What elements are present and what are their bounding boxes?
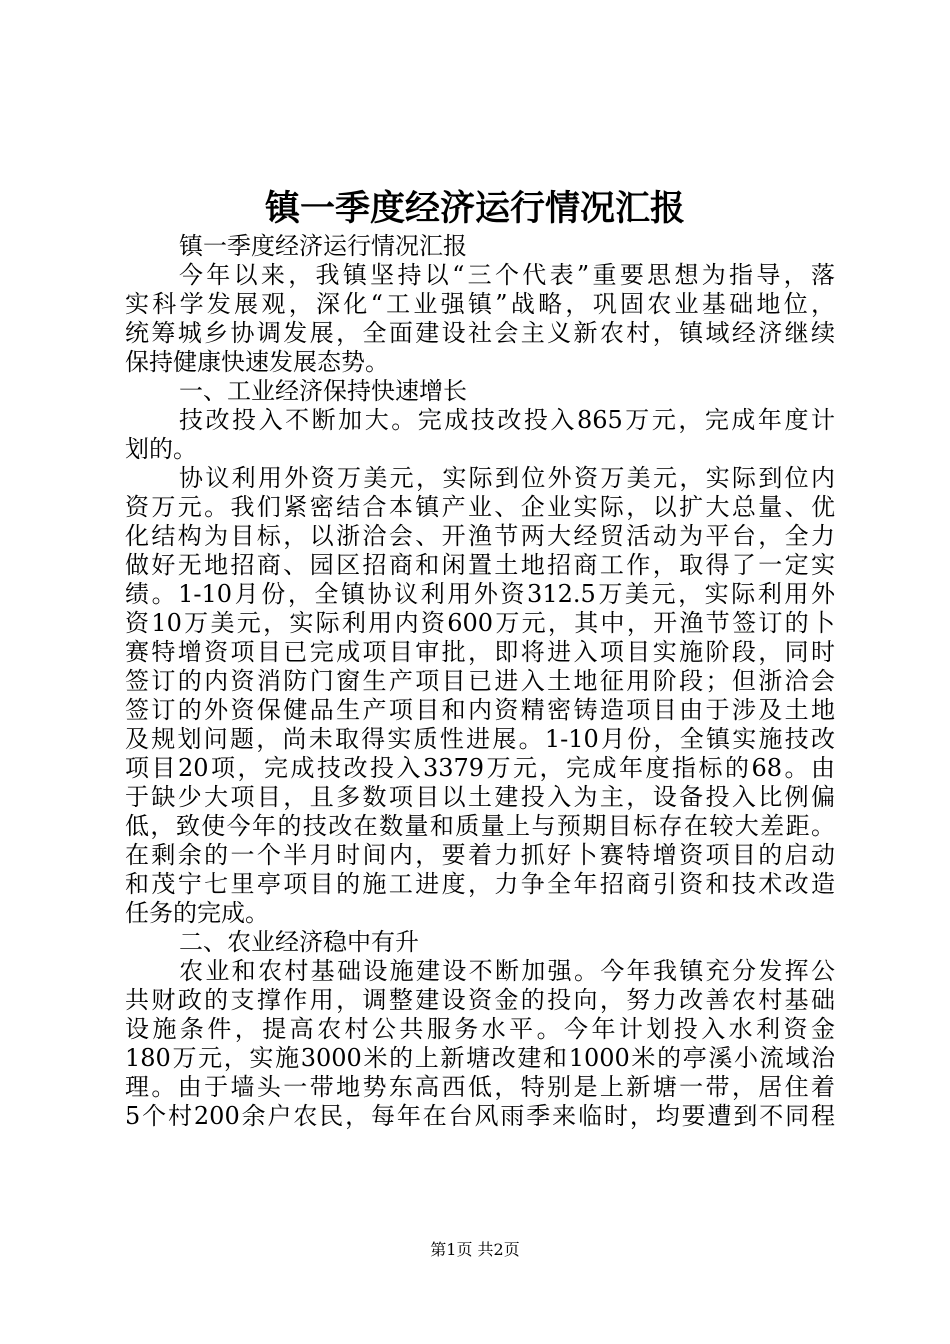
text-line: 低，致使今年的技改在数量和质量上与预期目标存在较大差距。 (125, 812, 835, 840)
text-line: 化结构为目标，以浙洽会、开渔节两大经贸活动为平台，全力 (125, 522, 835, 550)
text-line: 技改投入不断加大。完成技改投入865万元，完成年度计 (179, 406, 835, 434)
text-line: 统筹城乡协调发展，全面建设社会主义新农村，镇域经济继续 (125, 319, 835, 347)
text-line: 镇一季度经济运行情况汇报 (179, 232, 467, 260)
text-line: 于缺少大项目，且多数项目以土建投入为主，设备投入比例偏 (125, 783, 835, 811)
text-line: 5个村200余户农民，每年在台风雨季来临时，均要遭到不同程 (125, 1102, 835, 1130)
page-footer: 第1页 共2页 (430, 1240, 520, 1259)
text-line: 180万元，实施3000米的上新塘改建和1000米的亭溪小流域治 (125, 1044, 835, 1072)
text-line: 任务的完成。 (125, 899, 269, 927)
text-line: 资10万美元，实际利用内资600万元，其中，开渔节签订的卜 (125, 609, 835, 637)
text-line: 共财政的支撑作用，调整建设资金的投向，努力改善农村基础 (125, 986, 835, 1014)
text-line: 做好无地招商、园区招商和闲置土地招商工作，取得了一定实 (125, 551, 835, 579)
text-line: 绩。1-10月份，全镇协议利用外资312.5万美元，实际利用外 (125, 580, 835, 608)
text-line: 保持健康快速发展态势。 (125, 348, 389, 376)
text-line: 实科学发展观，深化“工业强镇”战略，巩固农业基础地位， (125, 290, 835, 318)
text-line: 签订的外资保健品生产项目和内资精密铸造项目由于涉及土地 (125, 696, 835, 724)
text-line: 二、农业经济稳中有升 (179, 928, 419, 956)
text-line: 一、工业经济保持快速增长 (179, 377, 467, 405)
text-line: 理。由于墙头一带地势东高西低，特别是上新塘一带，居住着 (125, 1073, 835, 1101)
text-line: 项目20项，完成技改投入3379万元，完成年度指标的68。由 (125, 754, 835, 782)
text-line: 今年以来，我镇坚持以“三个代表”重要思想为指导，落 (179, 261, 835, 289)
text-line: 农业和农村基础设施建设不断加强。今年我镇充分发挥公 (179, 957, 835, 985)
text-line: 在剩余的一个半月时间内，要着力抓好卜赛特增资项目的启动 (125, 841, 835, 869)
text-line: 赛特增资项目已完成项目审批，即将进入项目实施阶段，同时 (125, 638, 835, 666)
text-line: 及规划问题，尚未取得实质性进展。1-10月份，全镇实施技改 (125, 725, 835, 753)
text-line: 设施条件，提高农村公共服务水平。今年计划投入水利资金 (125, 1015, 835, 1043)
text-line: 资万元。我们紧密结合本镇产业、企业实际，以扩大总量、优 (125, 493, 835, 521)
text-line: 和茂宁七里亭项目的施工进度，力争全年招商引资和技术改造 (125, 870, 835, 898)
document-title: 镇一季度经济运行情况汇报 (264, 188, 685, 229)
text-line: 签订的内资消防门窗生产项目已进入土地征用阶段；但浙洽会 (125, 667, 835, 695)
text-line: 协议利用外资万美元，实际到位外资万美元，实际到位内 (179, 464, 835, 492)
text-line: 划的。 (125, 435, 197, 463)
document-body (125, 232, 835, 1131)
